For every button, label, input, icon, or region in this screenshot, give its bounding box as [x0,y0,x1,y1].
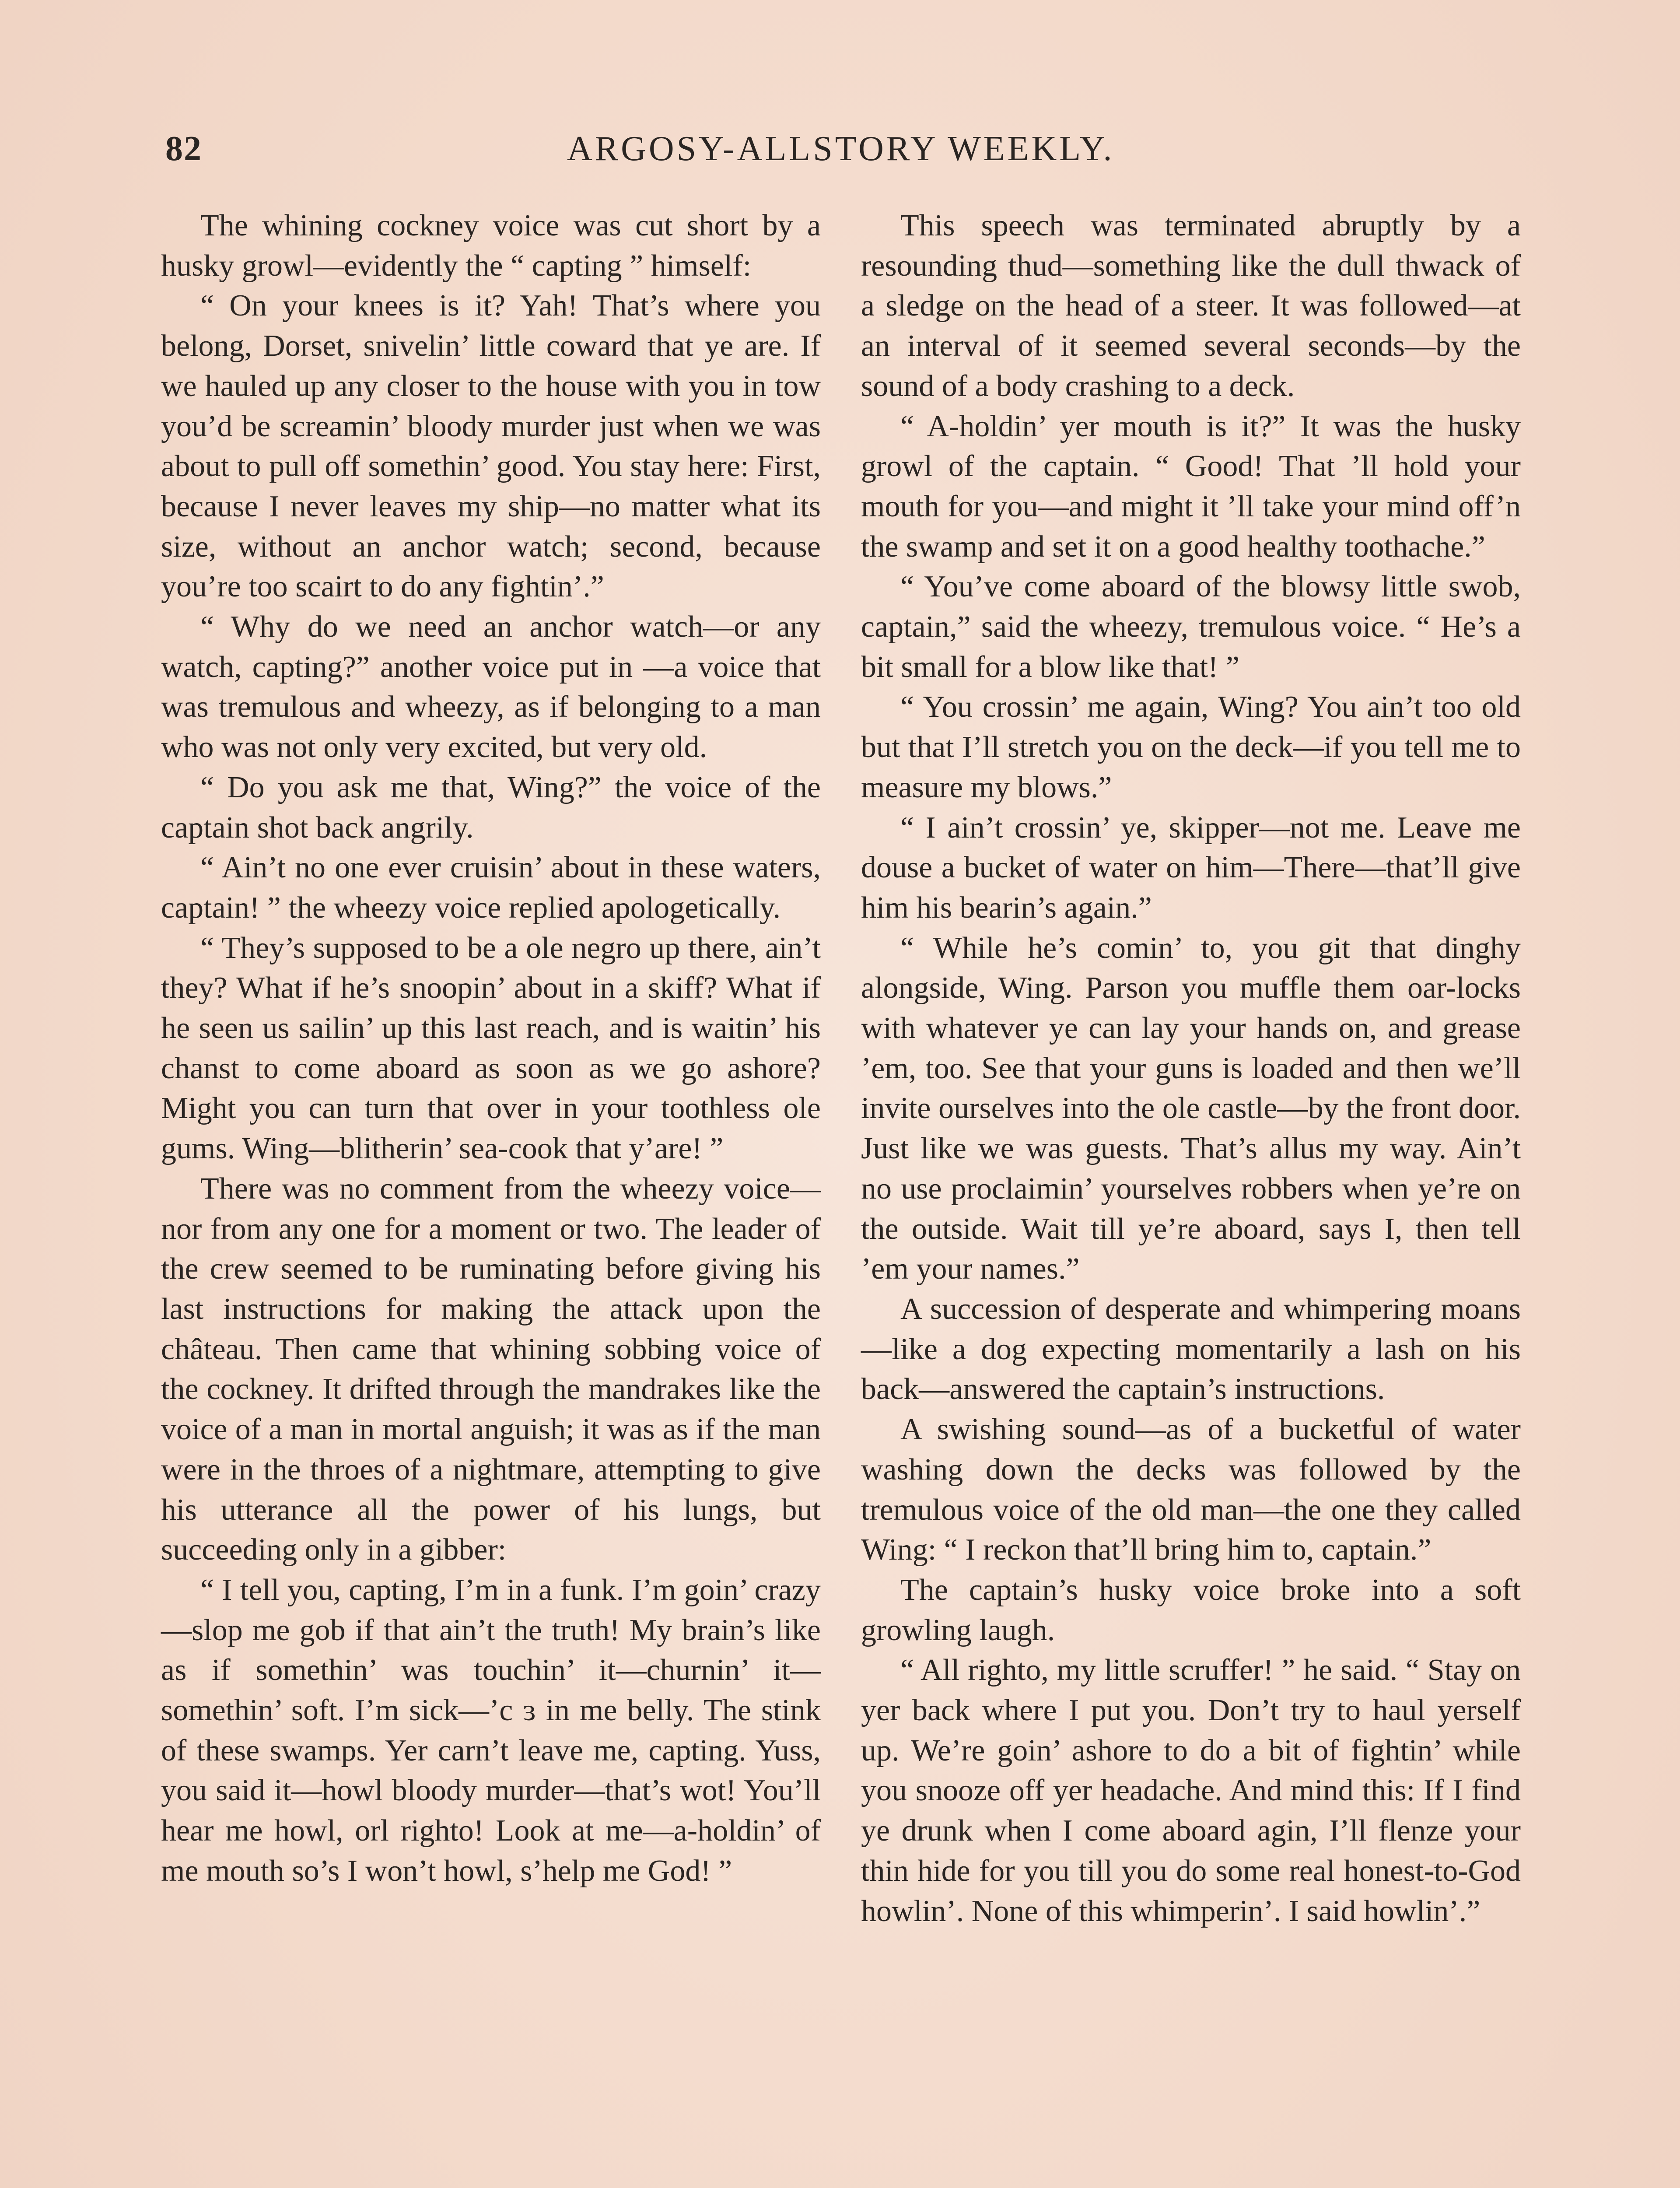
right-column [861,206,1521,1931]
paragraph: “ You crossin’ me again, Wing? You ain’t too old but that I’ll stretch you on the deck—if you tell me to measure my blows.” [861,690,1521,804]
page-header [165,125,1530,173]
paragraph: A succession of desperate and whimpering moans—like a dog expecting momentarily a lash on his back—answered the captain’s instructions. [861,1292,1521,1406]
paragraph: “ While he’s comin’ to, you git that dinghy alongside, Wing. Parson you muffle them oar-locks with whatever ye can lay your hands on, and grease ’em, too. See that your guns is loaded and then we’ll invite ourselves into the ole castle—by the front door. Just like we was guests. That’s allus my way. Ain’t no use proclaimin’ yourselves robbers when ye’re on the outside. Wait till ye’re aboard, says I, then tell ’em your names.” [861,931,1521,1286]
page-number: 82 [165,130,202,168]
running-title: ARGOSY-ALLSTORY WEEKLY. [567,130,1115,168]
paragraph: “ I tell you, capting, I’m in a funk. I’m goin’ crazy—slop me gob if that ain’t the truth! My brain’s like as if somethin’ was touchin’ it—churnin’ it—somethin’ soft. I’m sick—’c ɜ in me belly. The stink of these swamps. Yer carn’t leave me, capting. Yuss, you said it—howl bloody murder—that’s wot! You’ll hear me howl, orl righto! Look at me—a-holdin’ of me mouth so’s I won’t howl, s’help me God! ” [161,1573,821,1888]
left-column [161,206,821,1891]
paragraph: There was no comment from the wheezy voice—nor from any one for a moment or two. The leader of the crew seemed to be ruminating before giving his last instructions for making the attack upon the château. Then came that whining sobbing voice of the cockney. It drifted through the mandrakes like the voice of a man in mortal anguish; it was as if the man were in the throes of a nightmare, attempting to give his utterance all the power of his lungs, but succeeding only in a gibber: [161,1171,821,1567]
paragraph: “ They’s supposed to be a ole negro up there, ain’t they? What if he’s snoopin’ about in a skiff? What if he seen us sailin’ up this last reach, and is waitin’ his chanst to come aboard as soon as we go ashore? Might you can turn that over in your toothless ole gums. Wing—blitherin’ sea-cook that y’are! ” [161,931,821,1166]
paragraph: “ You’ve come aboard of the blowsy little swob, captain,” said the wheezy, tremulous voice. “ He’s a bit small for a blow like that! ” [861,570,1521,684]
paragraph: The whining cockney voice was cut short by a husky growl—evidently the “ capting ” himself: [161,209,821,283]
paragraph: “ A-holdin’ yer mouth is it?” It was the husky growl of the captain. “ Good! That ’ll hold your mouth for you—and might it ’ll take your mind off’n the swamp and set it on a good healthy toothache.” [861,409,1521,564]
paragraph: “ On your knees is it? Yah! That’s where you belong, Dorset, snivelin’ little coward that ye are. If we hauled up any closer to the house with you in tow you’d be screamin’ bloody murder just when we was about to pull off somethin’ good. You stay here: First, because I never leaves my ship—no matter what its size, without an anchor watch; second, because you’re too scairt to do any fightin’.” [161,289,821,604]
paragraph: “ Do you ask me that, Wing?” the voice of the captain shot back angrily. [161,770,821,845]
paragraph: This speech was terminated abruptly by a resounding thud—something like the dull thwack of a sledge on the head of a steer. It was followed—at an interval of it seemed several seconds—by the sound of a body crashing to a deck. [861,209,1521,403]
paragraph: “ Ain’t no one ever cruisin’ about in these waters, captain! ” the wheezy voice replied apologetically. [161,851,821,925]
paragraph: The captain’s husky voice broke into a soft growling laugh. [861,1573,1521,1647]
paragraph: “ All righto, my little scruffer! ” he said. “ Stay on yer back where I put you. Don’t try to haul yerself up. We’re goin’ ashore to do a bit of fightin’ while you snooze off yer headache. And mind this: If I find ye drunk when I come aboard agin, I’ll flenze your thin hide for you till you do some real honest-to-God howlin’. None of this whimperin’. I said howlin’.” [861,1653,1521,1928]
paragraph: “ I ain’t crossin’ ye, skipper—not me. Leave me douse a bucket of water on him—There—that’ll give him his bearin’s again.” [861,810,1521,925]
paragraph: “ Why do we need an anchor watch—or any watch, capting?” another voice put in —a voice that was tremulous and wheezy, as if belonging to a man who was not only very excited, but very old. [161,610,821,764]
paragraph: A swishing sound—as of a bucketful of water washing down the decks was followed by the tremulous voice of the old man—the one they called Wing: “ I reckon that’ll bring him to, captain.” [861,1413,1521,1567]
